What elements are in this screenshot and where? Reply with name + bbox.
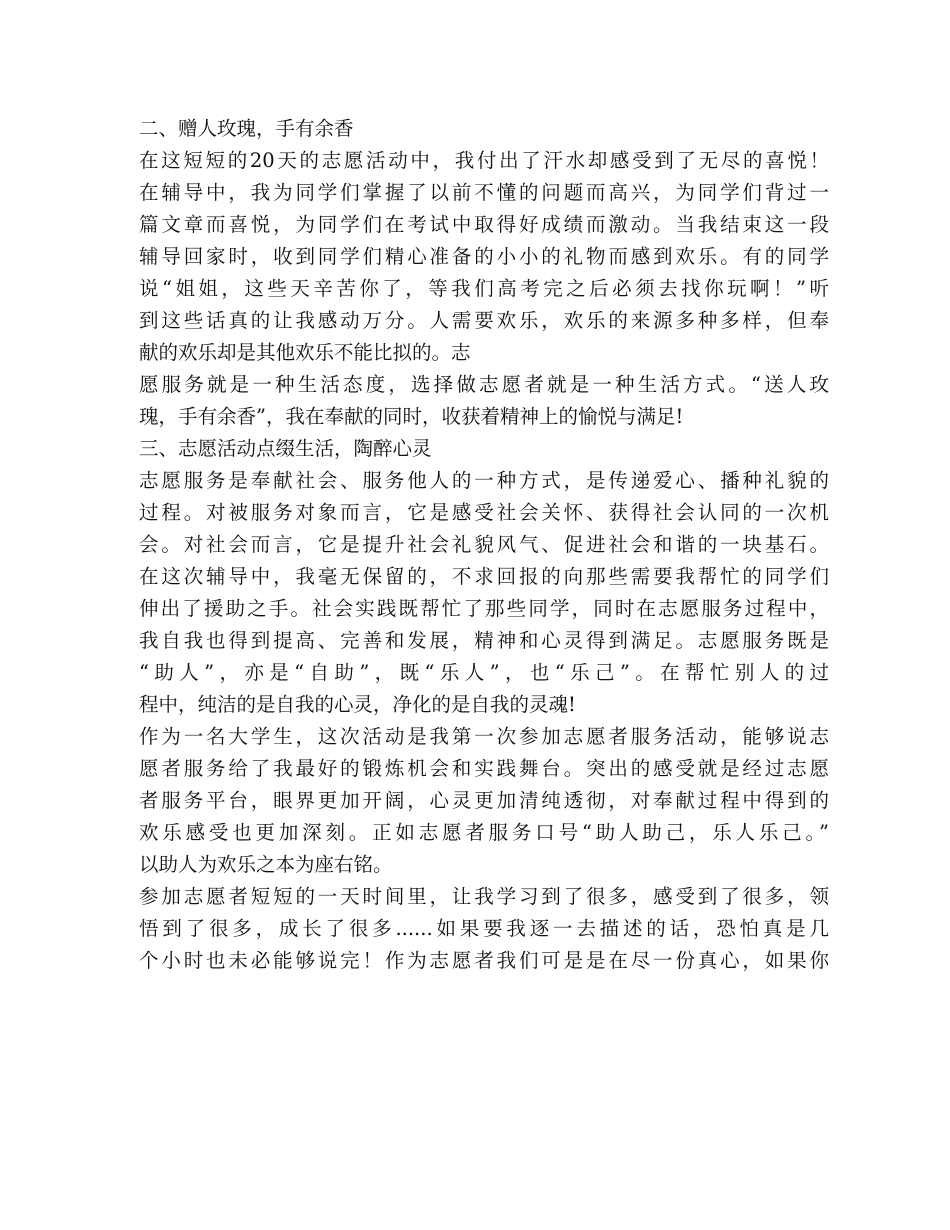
text-line: 献的欢乐却是其他欢乐不能比拟的。志 — [139, 341, 471, 364]
text-line: 说“姐姐，这些天辛苦你了，等我们高考完之后必须去找你玩啊！”听 — [139, 277, 829, 300]
text-line: 伸出了援助之手。社会实践既帮忙了那些同学，同时在志愿服务过程中， — [139, 597, 829, 620]
text-line: 愿服务就是一种生活态度，选择做志愿者就是一种生活方式。“送人玫 — [139, 373, 829, 396]
document-body — [139, 113, 829, 977]
text-line: 以助人为欢乐之本为座右铭。 — [139, 853, 393, 876]
text-line: 我自我也得到提高、完善和发展，精神和心灵得到满足。志愿服务既是 — [139, 629, 829, 652]
text-line: 会。对社会而言，它是提升社会礼貌风气、促进社会和谐的一块基石。 — [139, 533, 829, 556]
text-line: 参加志愿者短短的一天时间里，让我学习到了很多，感受到了很多，领 — [139, 885, 829, 908]
text-line: 篇文章而喜悦，为同学们在考试中取得好成绩而激动。当我结束这一段 — [139, 213, 829, 236]
text-line: 者服务平台，眼界更加开阔，心灵更加清纯透彻，对奉献过程中得到的 — [139, 789, 829, 812]
text-line: “助人”，亦是“自助”，既“乐人”，也“乐己”。在帮忙别人的过 — [139, 661, 829, 684]
text-line: 辅导回家时，收到同学们精心准备的小小的礼物而感到欢乐。有的同学 — [139, 245, 829, 268]
text-line: 到这些话真的让我感动万分。人需要欢乐，欢乐的来源多种多样，但奉 — [139, 309, 829, 332]
text-line: 程中，纯洁的是自我的心灵，净化的是自我的灵魂! — [139, 693, 576, 716]
text-line: 在这短短的20天的志愿活动中，我付出了汗水却感受到了无尽的喜悦！ — [139, 149, 829, 172]
text-line: 二、赠人玫瑰，手有余香 — [139, 117, 354, 140]
text-line: 三、志愿活动点缀生活，陶醉心灵 — [139, 437, 432, 460]
text-line: 志愿服务是奉献社会、服务他人的一种方式，是传递爱心、播种礼貌的 — [139, 469, 829, 492]
text-line: 作为一名大学生，这次活动是我第一次参加志愿者服务活动，能够说志 — [139, 725, 829, 748]
text-line: 在这次辅导中，我毫无保留的，不求回报的向那些需要我帮忙的同学们 — [139, 565, 829, 588]
text-line: 瑰，手有余香”，我在奉献的同时，收获着精神上的愉悦与满足! — [139, 405, 684, 428]
text-line: 在辅导中，我为同学们掌握了以前不懂的问题而高兴，为同学们背过一 — [139, 181, 829, 204]
text-line: 过程。对被服务对象而言，它是感受社会关怀、获得社会认同的一次机 — [139, 501, 829, 524]
text-line: 欢乐感受也更加深刻。正如志愿者服务口号“助人助己，乐人乐己。” — [139, 821, 829, 844]
text-line: 个小时也未必能够说完！作为志愿者我们可是是在尽一份真心，如果你 — [139, 949, 829, 972]
text-line: 愿者服务给了我最好的锻炼机会和实践舞台。突出的感受就是经过志愿 — [139, 757, 829, 780]
text-line: 悟到了很多，成长了很多......如果要我逐一去描述的话，恐怕真是几 — [139, 917, 829, 940]
